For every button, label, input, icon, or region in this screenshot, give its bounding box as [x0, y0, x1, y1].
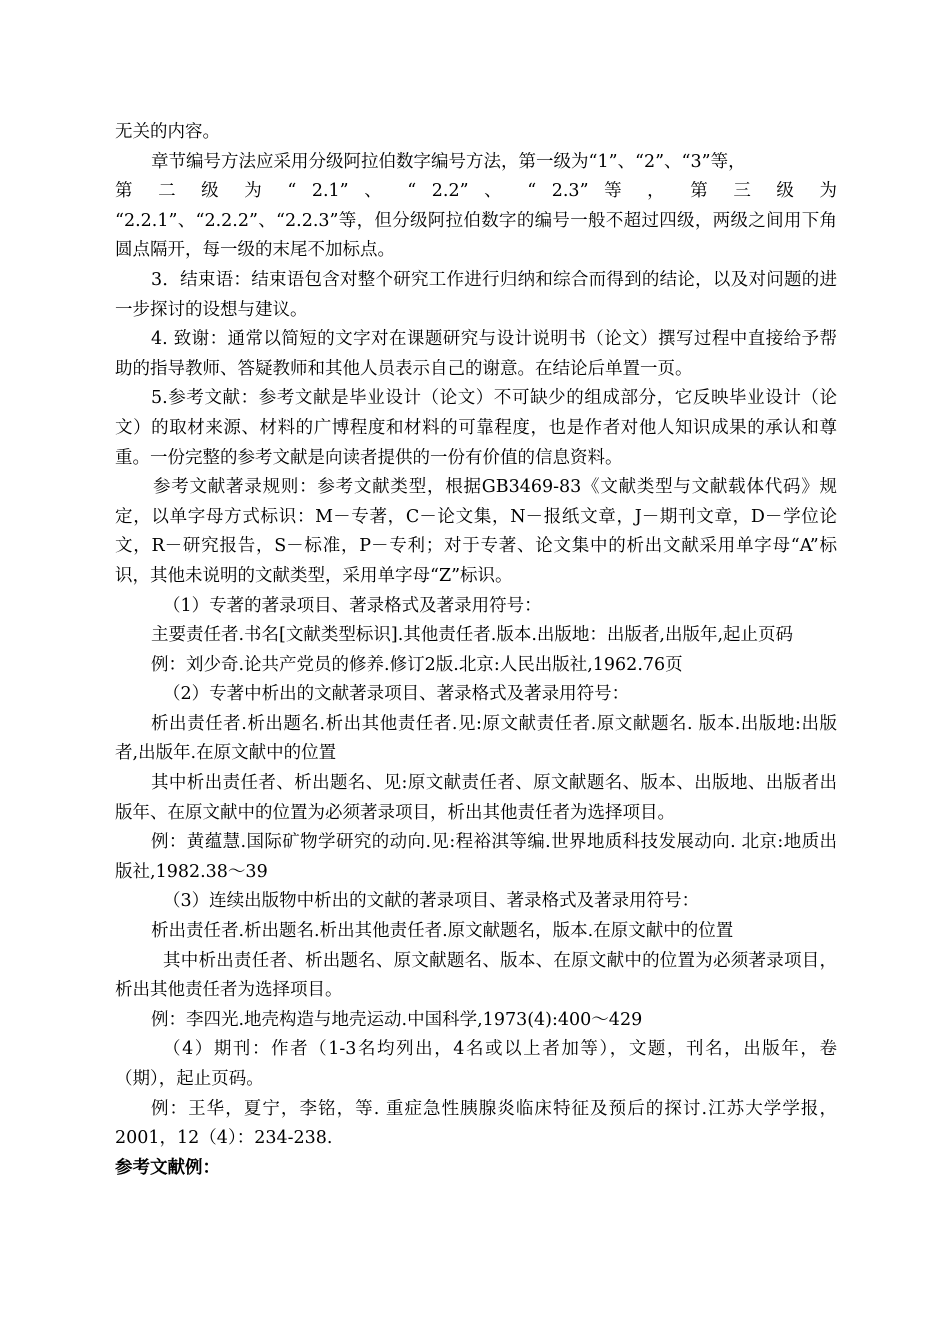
- heading-serial-extract: （3）连续出版物中析出的文献的著录项目、著录格式及著录用符号：: [163, 891, 700, 912]
- format-monograph: 主要责任者.书名[文献类型标识].其他责任者.版本.出版地：出版者,出版年,起止页码: [151, 625, 794, 646]
- example-journal: 例：王华，夏宁，李铭，等. 重症急性胰腺炎临床特征及预后的探讨.江苏大学学报，2001，12（4）：234-238.: [115, 1098, 837, 1149]
- heading-journal: （4）期刊：作者（1-3名均列出，4名或以上者加等），文题，刊名，出版年，卷（期），起止页码。: [115, 1039, 837, 1089]
- paragraph-numbering-levels: 第 二 级 为 “ 2.1” 、 “ 2.2” 、 “ 2.3” 等 ， 第 三 级 为: [115, 181, 837, 202]
- paragraph-continuation: 无关的内容。: [115, 122, 220, 142]
- heading-reference-examples: 参考文献例：: [115, 1157, 220, 1178]
- paragraph-conclusion: 3．结束语：结束语包含对整个研究工作进行归纳和综合而得到的结论，以及对问题的进一步探讨的设想与建议。: [115, 269, 837, 320]
- note-monograph-extract: 其中析出责任者、析出题名、见:原文献责任者、原文献题名、版本、出版地、出版者出版年、在原文献中的位置为必须著录项目，析出其他责任者为选择项目。: [115, 773, 837, 823]
- paragraph-citation-rules: 参考文献著录规则：参考文献类型，根据GB3469-83《文献类型与文献载体代码》规定，以单字母方式标识：M－专著，C－论文集，N－报纸文章，J－期刊文章，D－学位论文，R－研究报告，S－标准，P－专利；对于专著、论文集中的析出文献采用单字母“A”标识，其他未说明的文献类型，采用单字母“Z”标识。: [115, 477, 837, 586]
- format-monograph-extract: 析出责任者.析出题名.析出其他责任者.见:原文献责任者.原文献题名. 版本.出版地:出版者,出版年.在原文献中的位置: [115, 713, 837, 764]
- paragraph-acknowledgement: 4. 致谢：通常以简短的文字对在课题研究与设计说明书（论文）撰写过程中直接给予帮助的指导教师、答疑教师和其他人员表示自己的谢意。在结论后单置一页。: [115, 329, 837, 379]
- paragraph-chapter-numbering: 章节编号方法应采用分级阿拉伯数字编号方法，第一级为“1”、“2”、“3”等，: [151, 151, 746, 172]
- heading-monograph-extract: （2）专著中析出的文献著录项目、著录格式及著录用符号：: [163, 684, 630, 705]
- heading-monograph: （1）专著的著录项目、著录格式及著录用符号：: [163, 595, 542, 616]
- paragraph-references: 5.参考文献：参考文献是毕业设计（论文）不可缺少的组成部分，它反映毕业设计（论文）的取材来源、材料的广博程度和材料的可靠程度，也是作者对他人知识成果的承认和尊重。一份完整的参考文献是向读者提供的一份有价值的信息资料。: [115, 388, 837, 468]
- example-serial-extract: 例：李四光.地壳构造与地壳运动.中国科学,1973(4):400～429: [151, 1009, 643, 1030]
- example-monograph-extract: 例：黄蕴慧.国际矿物学研究的动向.见:程裕淇等编.世界地质科技发展动向. 北京:地质出版社,1982.38～39: [115, 832, 837, 882]
- paragraph-numbering-rules: “2.2.1”、“2.2.2”、“2.2.3”等，但分级阿拉伯数字的编号一般不超过四级，两级之间用下角圆点隔开，每一级的末尾不加标点。: [115, 210, 837, 261]
- document-body: [115, 118, 837, 1183]
- example-monograph: 例：刘少奇.论共产党员的修养.修订2版.北京:人民出版社,1962.76页: [151, 654, 683, 675]
- note-serial-extract: 其中析出责任者、析出题名、原文献题名、版本、在原文献中的位置为必须著录项目，析出其他责任者为选择项目。: [115, 950, 837, 1001]
- format-serial-extract: 析出责任者.析出题名.析出其他责任者.原文献题名，版本.在原文献中的位置: [151, 921, 734, 942]
